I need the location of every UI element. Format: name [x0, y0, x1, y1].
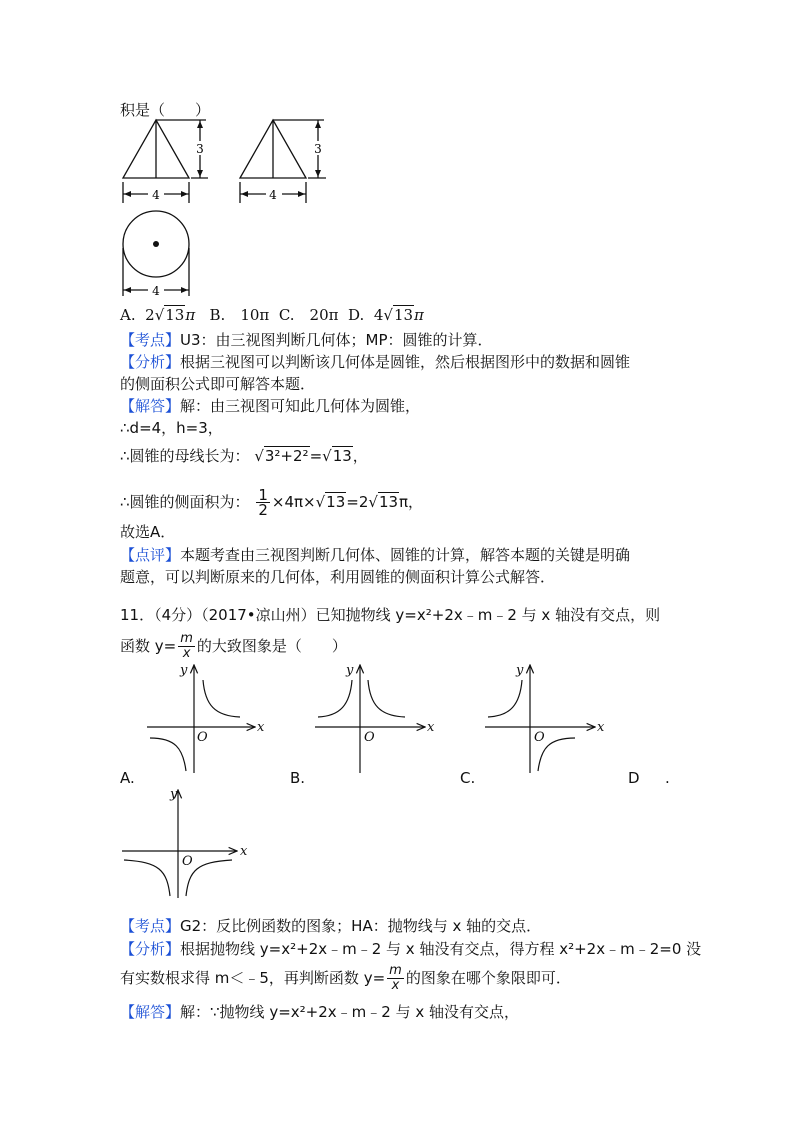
q10-dianping-1: 【点评】本题考查由三视图判断几何体、圆锥的计算，解答本题的关键是明确 [120, 546, 631, 564]
graph-b-x-label: x [427, 720, 435, 735]
option-b-label[interactable]: B. [290, 769, 306, 787]
q11-stem-2: 函数 y= $\frac{m}{x}$ 的大致图象是（ ） [120, 631, 347, 661]
graph-a-origin: O [197, 730, 208, 745]
q11-kaodian: 【考点】G2：反比例函数的图象；HA：抛物线与 x 轴的交点． [120, 917, 542, 935]
q11-fenxi-1: 【分析】根据抛物线 y=x²+2x﹣m﹣2 与 x 轴没有交点，得方程 x²+2x﹣m﹣2=0 没 [120, 940, 702, 958]
q10-jieda: 【解答】解：由三视图可知此几何体为圆锥， [120, 397, 421, 415]
q10-kaodian: 【考点】U3：由三视图判断几何体；MP：圆锥的计算． [120, 331, 493, 349]
graph-c-y-label: y [516, 663, 524, 678]
graph-b-y-label: y [346, 663, 354, 678]
choice-b[interactable]: B. 10π [209, 306, 270, 324]
option-a-label[interactable]: A. [120, 769, 135, 787]
choice-d[interactable]: D. 4√13π [348, 306, 424, 324]
graph-c [485, 665, 595, 773]
q10-fenxi-2: 的侧面积公式即可解答本题． [120, 375, 316, 393]
graph-c-origin: O [534, 730, 545, 745]
graph-d-origin: O [182, 854, 193, 869]
graph-a [147, 665, 255, 773]
q10-fenxi-1: 【分析】根据三视图可以判断该几何体是圆锥，然后根据图形中的数据和圆锥 [120, 353, 631, 371]
choice-a[interactable]: A. 2√13π [120, 306, 196, 324]
q11-fenxi-2: 有实数根求得 m＜﹣5，再判断函数 y= $\frac{m}{x}$ 的图象在哪个象限即可． [120, 963, 571, 993]
q10-cemian: ∴圆锥的侧面积为： $\frac{1}{2}$ ×4π×√13=2√13π， [120, 486, 424, 519]
graph-d [122, 790, 237, 898]
graph-b-origin: O [364, 730, 375, 745]
q10-dianping-2: 题意，可以判断原来的几何体，利用圆锥的侧面积计算公式解答． [120, 568, 556, 586]
q10-muxian: ∴圆锥的母线长为： √3²+2²=√13， [120, 447, 368, 465]
graph-c-x-label: x [597, 720, 605, 735]
option-d-label[interactable]: D [628, 769, 640, 787]
graph-a-x-label: x [257, 720, 265, 735]
graph-d-y-label: y [170, 787, 178, 802]
choice-c[interactable]: C. 20π [278, 306, 339, 324]
option-c-label[interactable]: C. [460, 769, 476, 787]
q11-jieda: 【解答】解：∵抛物线 y=x²+2x﹣m﹣2 与 x 轴没有交点， [120, 1003, 519, 1021]
front-width-label: 4 [152, 188, 160, 202]
q10-stem: 积是（ ） [120, 101, 211, 119]
graph-b [315, 665, 425, 773]
graph-d-x-label: x [240, 844, 248, 859]
q10-dh: ∴d=4，h=3， [120, 419, 223, 437]
front-height-label: 3 [196, 142, 204, 156]
side-height-label: 3 [314, 142, 322, 156]
top-width-label: 4 [152, 284, 160, 298]
graph-a-y-label: y [180, 663, 188, 678]
side-width-label: 4 [269, 188, 277, 202]
option-d-dot: . [665, 769, 670, 787]
q10-answer: 故选A． [120, 523, 176, 541]
q11-stem-1: 11．（4分）（2017•凉山州）已知抛物线 y=x²+2x﹣m﹣2 与 x 轴没有交点，则 [120, 606, 661, 624]
